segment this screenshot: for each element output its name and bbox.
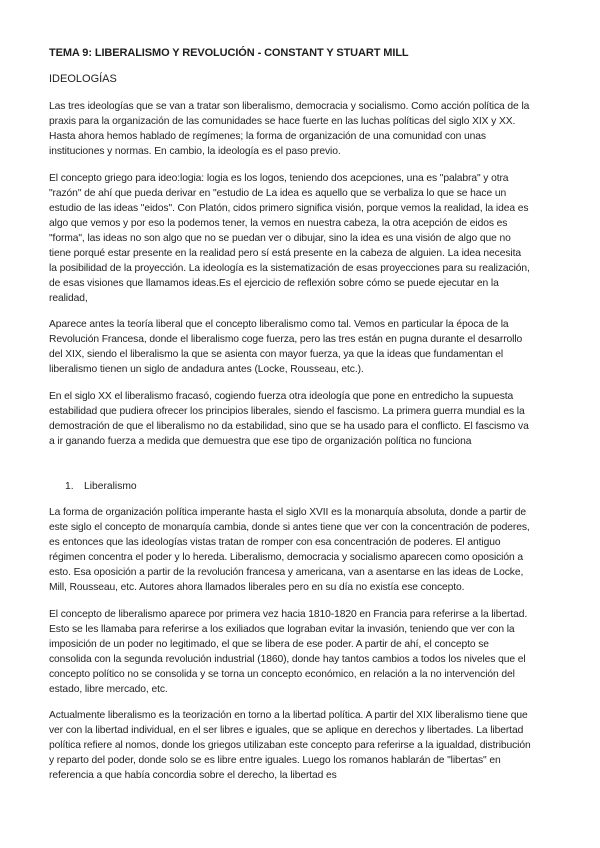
section-heading: IDEOLOGÍAS xyxy=(49,73,117,85)
paragraph: El concepto de liberalismo aparece por primera vez hacia 1810-1820 en Francia para referirse a la libertad. Esto se les llamaba para referirse a los exiliados que lograban evitar la invasión, teniendo que ver con la imposición de un poder no legitimado, el que se libera de ese poder. A partir de ahí, el concepto se consolida con la segunda revolución industrial (1860), donde hay tantos cambios a todos los niveles que el concepto político no se consolida y se torna un concepto económico, en relación a la no intervención del estado, libre mercado, etc. xyxy=(49,608,528,695)
paragraph: Las tres ideologías que se van a tratar son liberalismo, democracia y socialismo. Como acción política de la praxis para la organización de las comunidades se hace fuerte en las luchas políticas del siglo XIX y XX. Hasta ahora hemos hablado de regímenes; la forma de organización de una comunidad con unas instituciones y normas. En cambio, la ideología es el paso previo. xyxy=(49,101,530,157)
paragraph: El concepto griego para ideo:logia: logia es los logos, teniendo dos acepciones, una es "palabra" y otra "razón" de ahí que pueda derivar en "estudio de La idea es aquello que se verbaliza lo que se hace un estudio de las ideas "eidos". Con Platón, cidos primero significa visión, porque vemos la realidad, la idea es algo que vemos y por eso la podemos tener, la vemos en nuestra cabeza, la otra acepción de eidos es "forma", las ideas no son algo que no se puedan ver o dibujar, sino la idea es una visión de algo que no tiene porqué estar presente en la realidad pero sí está presente en la cabeza de alguien. La idea necesita la posibilidad de la proyección. La ideología es la sistematización de esas proyecciones para su realización, de esas visiones que llamamos ideas.Es el ejercicio de reflexión sobre cómo se puede ejecutar en la realidad, xyxy=(49,172,530,304)
paragraph: En el siglo XX el liberalismo fracasó, cogiendo fuerza otra ideología que pone en entredicho la supuesta estabilidad que pudiera ofrecer los principios liberales, siendo el fascismo. La primera guerra mundial es la demostración de que el liberalismo no da estabilidad, sino que se ha usado para el conflicto. El fascismo va a ir ganando fuerza a medida que demuestra que ese tipo de organización política no funciona xyxy=(49,390,529,447)
list-number: 1. xyxy=(65,480,74,492)
list-item xyxy=(65,479,531,494)
document-title: TEMA 9: LIBERALISMO Y REVOLUCIÓN - CONSTANT Y STUART MILL xyxy=(49,47,409,59)
list-label: Liberalismo xyxy=(84,480,137,492)
paragraph: Aparece antes la teoría liberal que el concepto liberalismo como tal. Vemos en particular la época de la Revolución Francesa, donde el liberalismo coge fuerza, pero las tres están en pugna durante el desarrollo del XIX, siendo el liberalismo la que se asienta con mayor fuerza, ya que la ideas que fundamentan el liberalismo tienen un siglo de andadura antes (Locke, Rousseau, etc.). xyxy=(49,319,523,375)
paragraph: Actualmente liberalismo es la teorización en torno a la libertad política. A partir del XIX liberalismo tiene que ver con la libertad individual, en el ser libres e iguales, que se aplique en derechos y libertades. La libertad política refiere al nomos, donde los griegos utilizaban este concepto para referirse a la igualdad, distribución y reparto del poder, donde solo se es libre entre iguales. Luego los romanos hablarán de "libertas" en referencia a que había concordia sobre el derecho, la libertad es xyxy=(49,710,531,781)
paragraph: La forma de organización política imperante hasta el siglo XVII es la monarquía absoluta, donde a partir de este siglo el concepto de monarquía cambia, donde si antes tiene que ver con la concentración de poderes, es entonces que las ideologías vistas tratan de romper con esa concentración de poderes. El antiguo régimen concentra el poder y lo hereda. Liberalismo, democracia y socialismo aparecen como oposición a esto. Esa oposición a partir de la revolución francesa y americana, van a asentarse en las ideas de Locke, Mill, Rousseau, etc. Autores ahora llamados liberales pero en su día no existía ese concepto. xyxy=(49,507,530,593)
